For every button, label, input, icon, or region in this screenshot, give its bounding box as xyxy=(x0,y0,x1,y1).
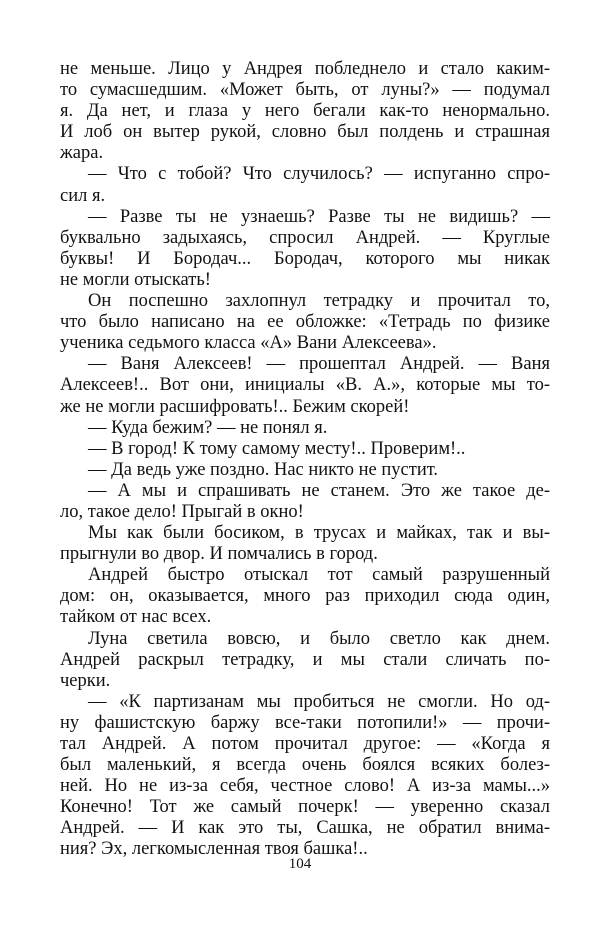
text-line: — А мы и спрашивать не станем. Это же такое де- xyxy=(88,480,550,501)
text-line: — Что с тобой? Что случилось? — испуганно спро- xyxy=(88,164,550,185)
text-line: ния? Эх, легкомысленная твоя башка!.. xyxy=(60,839,368,860)
text-line: жара. xyxy=(60,143,104,164)
text-line: — Куда бежим? — не понял я. xyxy=(88,417,328,438)
text-line: я. Да нет, и глаза у него бегали как-то ненормально. xyxy=(60,101,550,122)
text-line: ней. Но не из-за себя, честное слово! А из-за мамы...» xyxy=(60,776,550,797)
text-line: Андрей. — И как это ты, Сашка, не обратил внима- xyxy=(60,818,550,839)
text-line: — В город! К тому самому месту!.. Проверим!.. xyxy=(88,438,466,459)
text-line: буквы! И Бородач... Бородач, которого мы никак xyxy=(60,248,550,269)
text-line: — Ваня Алексеев! — прошептал Андрей. — Ваня xyxy=(88,354,550,375)
text-line: черки. xyxy=(60,670,111,691)
text-line: же не могли расшифровать!.. Бежим скорей! xyxy=(60,396,410,417)
text-line: Луна светила вовсю, и было светло как днем. xyxy=(88,628,550,649)
text-line: — Да ведь уже поздно. Нас никто не пустит. xyxy=(88,459,439,480)
text-line: Конечно! Тот же самый почерк! — уверенно сказал xyxy=(60,797,550,818)
text-line: что было написано на ее обложке: «Тетрадь по физике xyxy=(60,312,550,333)
text-line: ученика седьмого класса «А» Вани Алексеева». xyxy=(60,333,437,354)
text-line: Мы как были босиком, в трусах и майках, так и вы- xyxy=(88,523,550,544)
text-line: был маленький, я всегда очень боялся всяких болез- xyxy=(60,755,550,776)
text-line: Он поспешно захлопнул тетрадку и прочитал то, xyxy=(88,291,550,312)
text-line: ло, такое дело! Прыгай в окно! xyxy=(60,501,304,522)
page-number: 104 xyxy=(288,856,312,872)
text-line: то сумасшедшим. «Может быть, от луны?» — подумал xyxy=(60,80,550,101)
text-line: Алексеев!.. Вот они, инициалы «В. А.», которые мы то- xyxy=(60,375,550,396)
text-line: дом: он, оказывается, много раз приходил сюда один, xyxy=(60,586,550,607)
body-text xyxy=(60,59,550,861)
text-line: сил я. xyxy=(60,185,106,206)
text-line: — Разве ты не узнаешь? Разве ты не видишь? — xyxy=(88,206,550,227)
text-line: не могли отыскать! xyxy=(60,269,211,290)
text-line: Андрей раскрыл тетрадку, и мы стали сличать по- xyxy=(60,649,550,670)
text-line: И лоб он вытер рукой, словно был полдень и страшная xyxy=(60,122,550,143)
text-line: ну фашистскую баржу все-таки потопили!» — прочи- xyxy=(60,712,550,733)
text-line: не меньше. Лицо у Андрея побледнело и стало каким- xyxy=(60,59,550,79)
text-line: Андрей быстро отыскал тот самый разрушенный xyxy=(88,565,550,586)
text-line: тайком от нас всех. xyxy=(60,607,212,628)
text-line: тал Андрей. А потом прочитал другое: — «Когда я xyxy=(60,734,550,754)
text-line: прыгнули во двор. И помчались в город. xyxy=(60,544,378,565)
text-line: буквально задыхаясь, спросил Андрей. — Круглые xyxy=(60,227,550,248)
text-line: — «К партизанам мы пробиться не смогли. Но од- xyxy=(88,691,550,712)
